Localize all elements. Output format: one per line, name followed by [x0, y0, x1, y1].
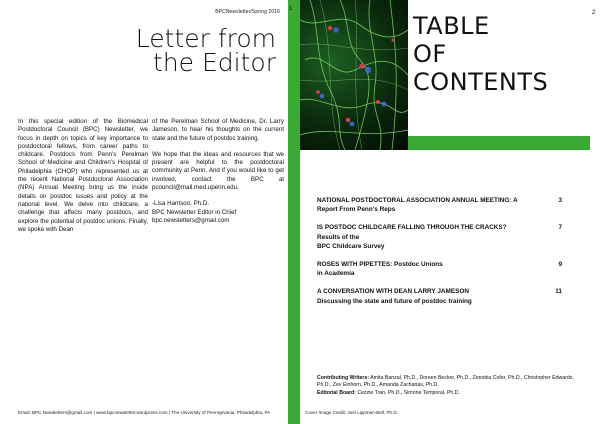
- letter-paragraph: of the Perelman School of Medicine, Dr. Larry Jameson, to hear his thoughts on the current state and the future of postdoc training.: [152, 118, 284, 142]
- writers-list: Amita Banzal, Ph.D., Doreen Becker, Ph.D., Zenobia Cofer, Ph.D., Christopher Edwards, Ph.D., Zev Einhorn, Ph.D., Amanda Zacharias, Ph.D.: [317, 375, 574, 389]
- issue-label: BPCNewsletter/Spring 2016: [215, 9, 280, 15]
- toc-list: [317, 196, 562, 306]
- toc-title-line-1: TABLE: [413, 12, 490, 40]
- toc-entry-title: ROSES WITH PIPETTES: Postdoc Unions: [317, 261, 443, 269]
- contributing-writers: [317, 375, 587, 390]
- signature: [152, 200, 284, 225]
- letter-title-line-2: the Editor: [153, 48, 276, 77]
- page-number-right: 2: [592, 10, 596, 16]
- letter-column-2: [152, 118, 284, 225]
- toc-title: [413, 12, 548, 96]
- toc-entry-page: 9: [558, 261, 562, 269]
- toc-entry[interactable]: [317, 287, 562, 305]
- page-number-left: 1: [289, 6, 293, 12]
- toc-entry[interactable]: [317, 223, 562, 251]
- signature-name: -Lisa Hantsoo, Ph.D.: [152, 200, 210, 208]
- toc-entry-title: NATIONAL POSTDOCTORAL ASSOCIATION ANNUAL MEETING: A Report From Penn's Reps: [317, 197, 518, 214]
- toc-entry-page: 7: [558, 224, 562, 232]
- letter-title-line-1: Letter from: [135, 24, 276, 53]
- toc-entry[interactable]: [317, 260, 562, 278]
- toc-entry-title: IS POSTDOC CHILDCARE FALLING THROUGH THE CRACKS? Results of the: [317, 224, 507, 241]
- signature-email[interactable]: bpc.newsletters@gmail.com: [152, 216, 230, 224]
- toc-entry-subtitle: in Academia: [317, 270, 355, 278]
- toc-title-line-2: OF: [413, 40, 447, 68]
- neuron-microscopy-image: [300, 0, 408, 150]
- left-page: [0, 0, 288, 424]
- board-list: Cezzie Tran, Ph.D., Simone Temporal, Ph.D.: [357, 389, 460, 396]
- toc-entry-page: 3: [558, 197, 562, 204]
- toc-entry-title: A CONVERSATION WITH DEAN LARRY JAMESON: [317, 288, 469, 296]
- toc-entry-subtitle: BPC Childcare Survey: [317, 242, 385, 250]
- toc-entry[interactable]: [317, 196, 562, 214]
- letter-column-1: [18, 118, 148, 242]
- writers-label: Contributing Writers:: [317, 375, 370, 381]
- letter-paragraph: In this special edition of the Biomedical Postdoctoral Council (BPC) Newsletter, we focus in depth on topics of key importance to postdoctoral fellows, from career paths to childcare. Postdocs from Penn's Perelman School of Medicine and Children's Hospital of Philadelphia (CHOP) who represented us at the recent National Postdoctoral Association (NPA) Annual Meeting bring us the inside details on postdoc issues and policy at the national level. We delve into childcare, a challenge that affects many postdocs, and explore the potential of postdoc unions. Finally, we spoke with Dean: [18, 118, 148, 233]
- signature-role: BPC Newsletter Editor in Chief: [152, 208, 237, 216]
- board-label: Editorial Board:: [317, 389, 356, 396]
- credits: [317, 375, 587, 397]
- toc-entry-subtitle: Discussing the state and future of postdoc training: [317, 297, 472, 305]
- toc-title-line-3: CONTENTS: [413, 68, 549, 96]
- footer-contact: Email: BPC.Newsletters@gmail.com | www.bpcnewsletter.wordpress.com | The University of Pennsylvania, Philadelphia, PA: [18, 410, 271, 415]
- cover-image-credit: Cover Image Credit: Joel Lippman-Bell, Ph.D.: [305, 410, 398, 415]
- spine-divider: [288, 0, 300, 424]
- editorial-board: [317, 390, 587, 397]
- letter-title: [76, 24, 276, 77]
- right-page: [300, 0, 600, 424]
- letter-paragraph: We hope that the ideas and resources that we present are helpful to the postdoctoral community at Penn. And if you would like to get involved, contact the BPC at pcouncil@mail.med.upenn.edu.: [152, 150, 284, 192]
- toc-entry-page: 11: [555, 288, 562, 296]
- neuron-illustration: [300, 0, 408, 150]
